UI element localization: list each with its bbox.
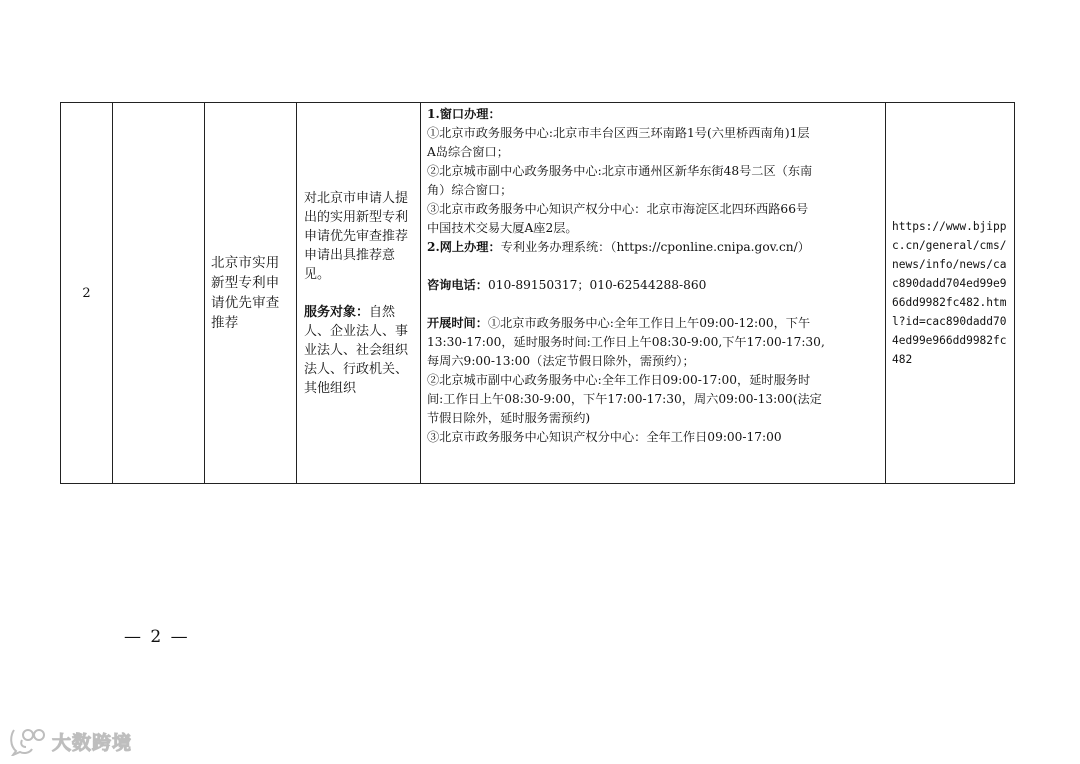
content-cell — [297, 103, 421, 484]
hours-line6: 节假日除外，延时服务需预约) — [427, 411, 591, 425]
hours-line5: 间:工作日上午08:30-9:00，下午17:00-17:30，周六09:00-13:00(法定 — [427, 392, 822, 406]
phone-label: 咨询电话： — [427, 278, 488, 292]
window-3-line2: 中国技术交易大厦A座2层。 — [427, 221, 578, 235]
window-1-line1: ①北京市政务服务中心:北京市丰台区西三环南路1号(六里桥西南角)1层 — [427, 126, 810, 140]
consult-phone — [427, 276, 880, 295]
hours-line1 — [427, 314, 880, 333]
hours-line3: 每周六9:00-13:00（法定节假日除外，需预约）； — [427, 354, 695, 368]
online-label: 2.网上办理： — [427, 240, 501, 254]
page-number: — 2 — — [124, 627, 190, 647]
table-row — [61, 103, 1015, 484]
window-2-line2: 角）综合窗口； — [427, 183, 513, 197]
url-cell — [886, 103, 1015, 484]
content-description: 对北京市申请人提出的实用新型专利申请优先审查推荐申请出具推荐意见。 — [304, 190, 409, 282]
row-number-cell — [61, 103, 113, 484]
watermark — [8, 726, 132, 756]
window-2-line1: ②北京城市副中心政务服务中心:北京市通州区新华东街48号二区（东南 — [427, 164, 813, 178]
row-number: 2 — [82, 285, 91, 301]
service-target-label: 服务对象： — [304, 304, 370, 320]
online-service — [427, 238, 880, 257]
service-url[interactable]: https://www.bjippc.cn/general/cms/news/info/news/cac890dadd704ed99e966dd9982fc482.html?id=cac890dadd704ed99e966dd9982fc482 — [892, 220, 1007, 366]
hours-line4: ②北京城市副中心政务服务中心:全年工作日09:00-17:00，延时服务时 — [427, 373, 811, 387]
speech-bubble-logo-icon — [8, 726, 48, 756]
item-name: 北京市实用新型专利申请优先审查推荐 — [211, 255, 280, 331]
hours-line1-text: ①北京市政务服务中心:全年工作日上午09:00-12:00，下午 — [487, 316, 811, 330]
window-heading-text: 1.窗口办理： — [427, 107, 501, 121]
service-target-value: 自然人、企业法人、事业法人、社会组织法人、行政机关、其他组织 — [304, 304, 409, 396]
window-1-line2: A岛综合窗口； — [427, 145, 509, 159]
phone-value: 010-89150317；010-62544288-860 — [487, 278, 707, 292]
window-3-line1: ③北京市政务服务中心知识产权分中心：北京市海淀区北四环西路66号 — [427, 202, 809, 216]
window-heading — [427, 105, 880, 124]
service-target — [304, 303, 413, 398]
hours-line2: 13:30-17:00，延时服务时间:工作日上午08:30-9:00,下午17:00-17:30, — [427, 335, 825, 349]
item-name-cell — [205, 103, 297, 484]
blank-cell — [113, 103, 205, 484]
service-table — [60, 102, 1015, 484]
guide-cell — [421, 103, 886, 484]
watermark-text: 大数跨境 — [52, 731, 133, 754]
hours-label: 开展时间： — [427, 316, 488, 330]
hours-line7: ③北京市政务服务中心知识产权分中心：全年工作日09:00-17:00 — [427, 430, 782, 444]
online-value: 专利业务办理系统：（https://cponline.cnipa.gov.cn/） — [500, 240, 810, 254]
